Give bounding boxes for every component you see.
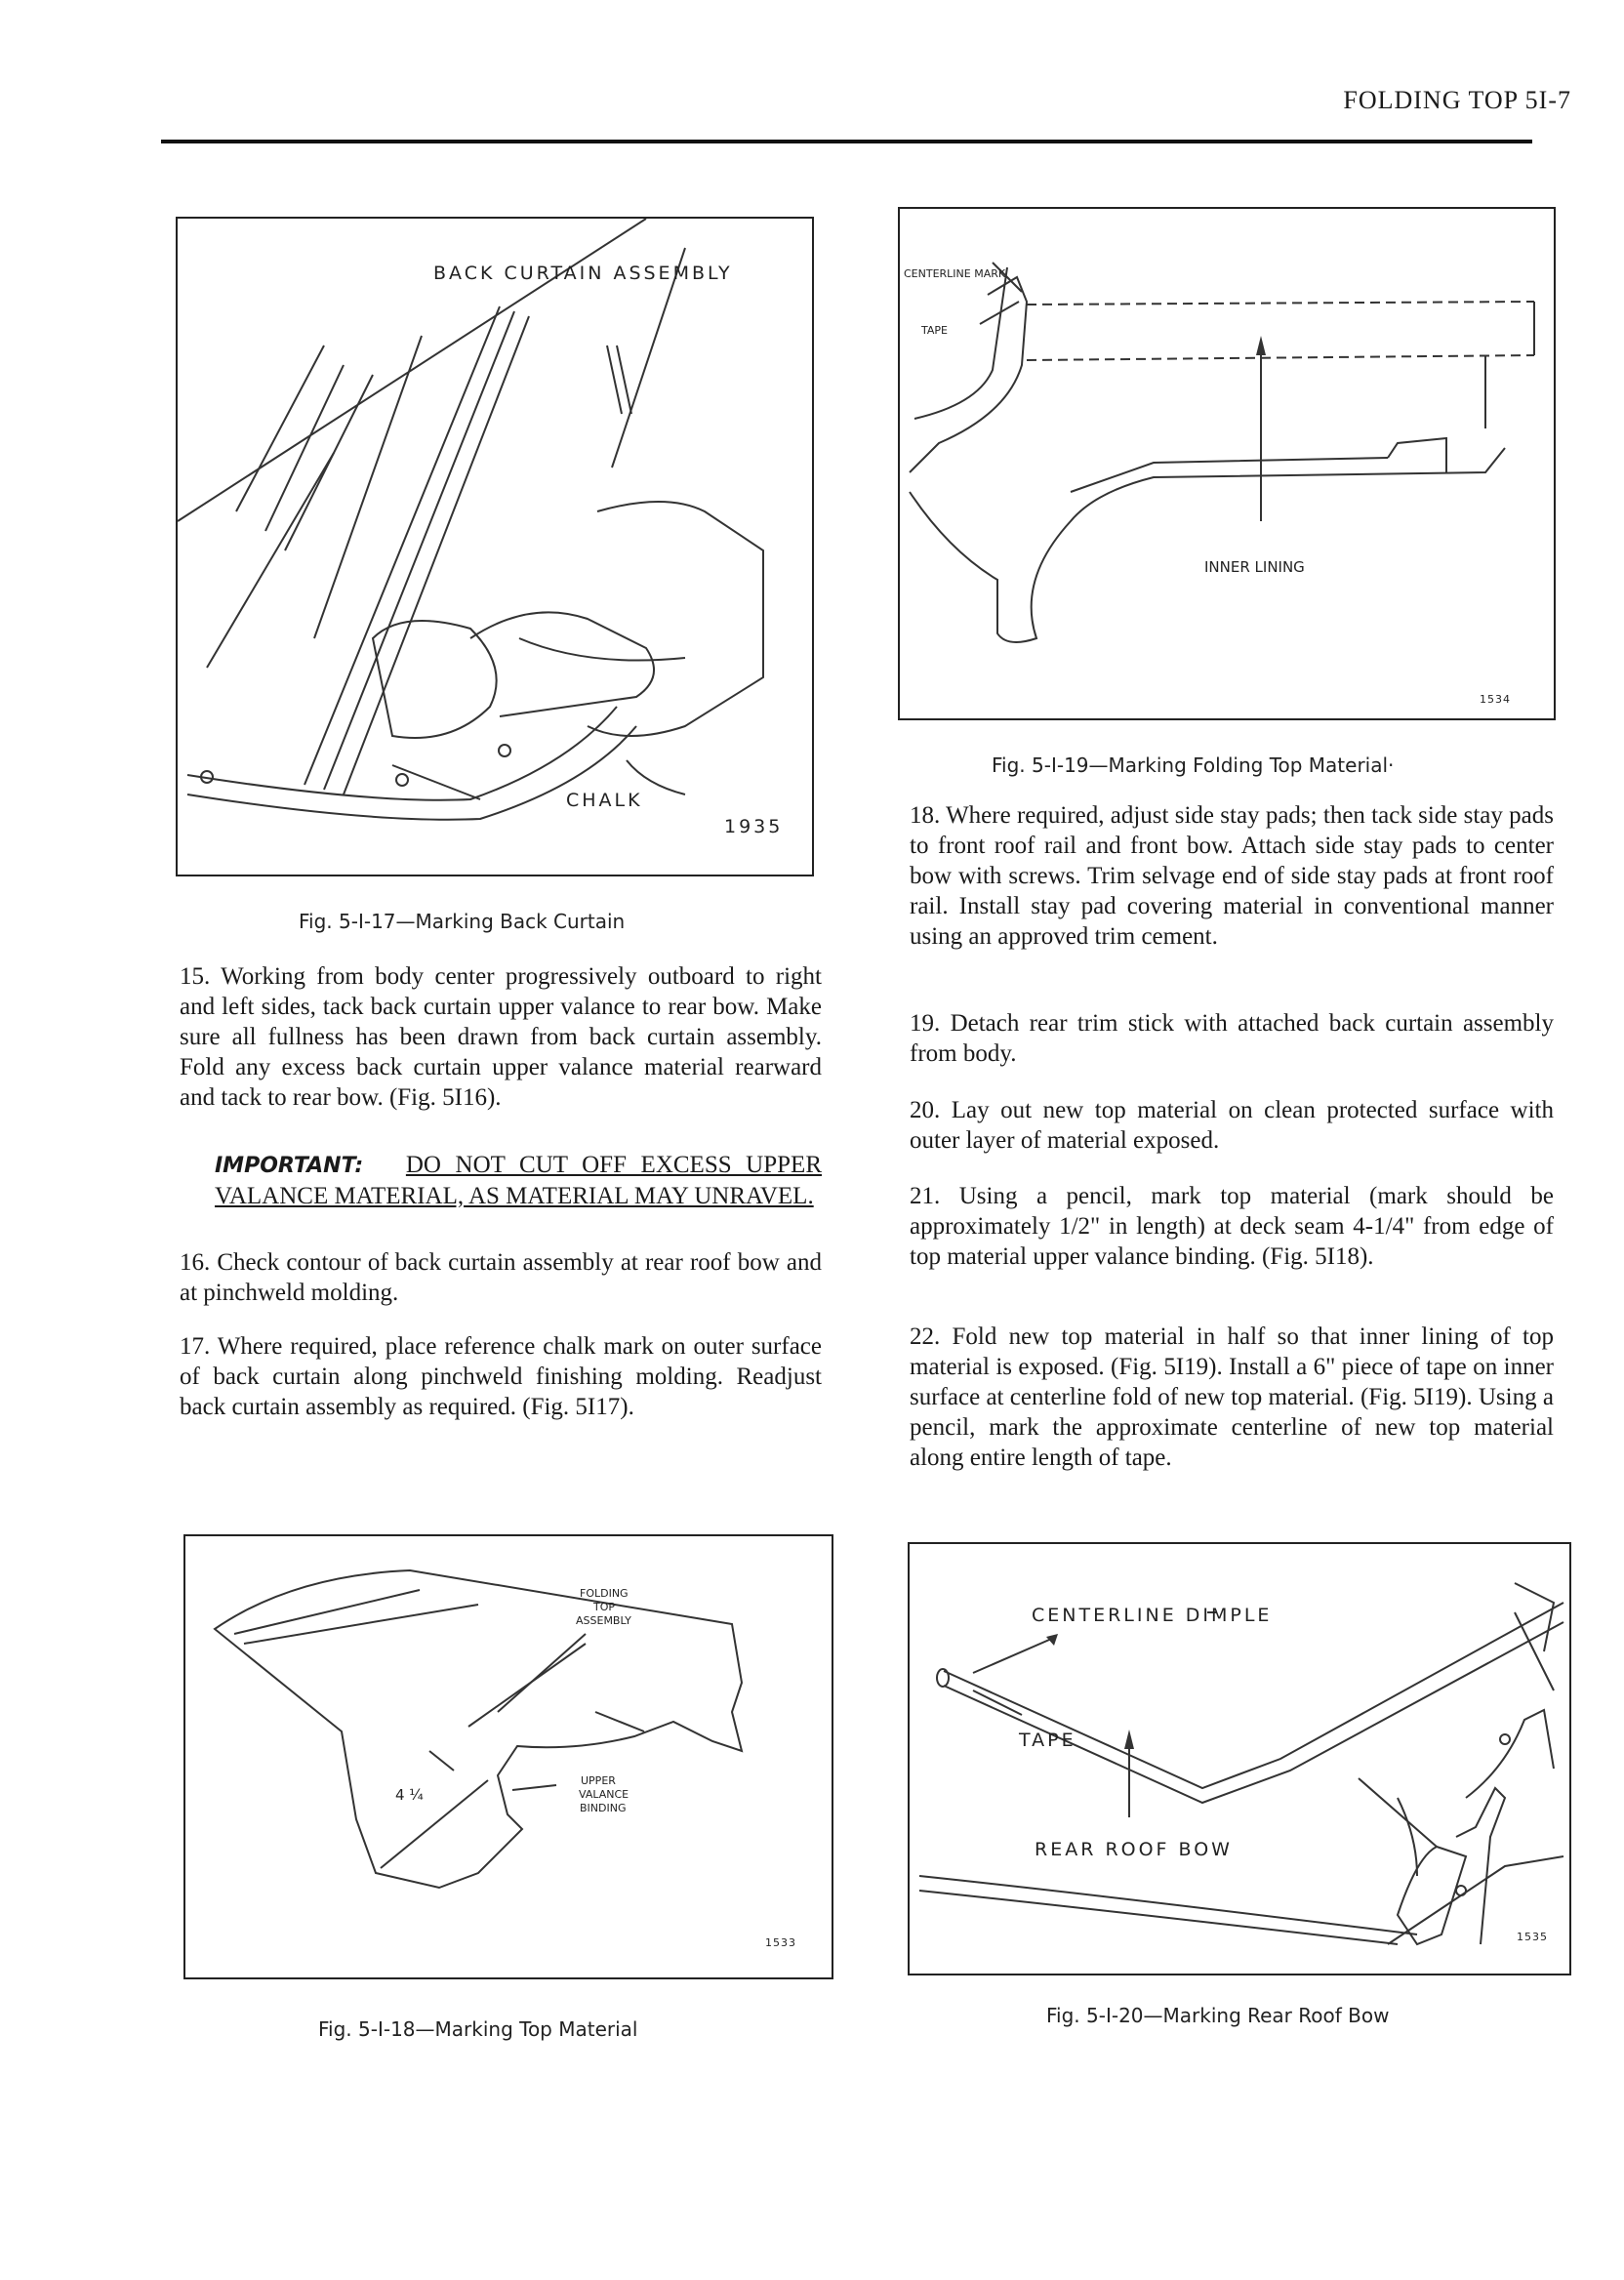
important-label: IMPORTANT:	[215, 1154, 364, 1178]
step-21-text: 21. Using a pencil, mark top material (mark should be approximately 1/2" in length) at deck seam 4-1/4" from edge of top material upper valance binding. (Fig. 5I18).	[910, 1183, 1554, 1270]
figure-top-material	[183, 1534, 833, 1979]
chalk-label: CHALK	[566, 790, 643, 811]
caption-fig-20: Fig. 5-I-20—Marking Rear Roof Bow	[1046, 2004, 1390, 2027]
back-curtain-illustration	[178, 219, 812, 875]
caption-fig-19: Fig. 5-I-19—Marking Folding Top Material·	[992, 753, 1395, 777]
measurement-label: 4 ¼	[395, 1786, 424, 1804]
folding-top-material-illustration	[900, 209, 1554, 718]
figure-number-1534: 1534	[1480, 693, 1511, 706]
folding-label: FOLDING	[580, 1587, 629, 1600]
tape-label: TAPE	[921, 324, 948, 337]
upper-label: UPPER	[581, 1774, 616, 1787]
rear-roof-bow-label: REAR ROOF BOW	[1035, 1839, 1233, 1860]
important-text: DO NOT CUT OFF EXCESS UPPER VALANCE MATERIAL, AS MATERIAL MAY UNRAVEL.	[215, 1152, 822, 1209]
step-16-text: 16. Check contour of back curtain assembly at rear roof bow and at pinchweld molding.	[180, 1249, 822, 1306]
assembly-label: ASSEMBLY	[576, 1614, 631, 1627]
binding-label: BINDING	[580, 1802, 627, 1814]
step-22-text: 22. Fold new top material in half so that inner lining of top material is exposed. (Fig. 5I19). Install a 6" piece of tape on inner surface at centerline fold of new top material. (Fig. 5I19). Using a pencil, mark the approximate centerline of new top material along entire length of tape.	[910, 1323, 1554, 1471]
valance-label: VALANCE	[579, 1788, 629, 1801]
figure-number-1533: 1533	[765, 1936, 796, 1949]
figure-rear-roof-bow	[908, 1542, 1571, 1975]
figure-folding-top-material	[898, 207, 1556, 720]
centerline-dimple-label: CENTERLINE DIMPLE	[1032, 1605, 1273, 1626]
figure-back-curtain	[176, 217, 814, 876]
caption-fig-17: Fig. 5-I-17—Marking Back Curtain	[299, 910, 626, 933]
back-curtain-assembly-label: BACK CURTAIN ASSEMBLY	[433, 263, 733, 284]
step-17-text: 17. Where required, place reference chalk mark on outer surface of back curtain along pinchweld finishing molding. Readjust back curtain assembly as required. (Fig. 5I17).	[180, 1333, 822, 1420]
caption-fig-18: Fig. 5-I-18—Marking Top Material	[318, 2017, 638, 2041]
header-rule	[161, 140, 1532, 143]
centerline-mark-label: CENTERLINE MARK	[904, 267, 1006, 280]
top-label: TOP	[593, 1601, 616, 1613]
page-header-title: FOLDING TOP 5I-7	[1343, 86, 1571, 114]
important-note	[215, 1150, 822, 1211]
figure-number-1935: 1935	[724, 816, 784, 837]
top-material-illustration	[185, 1536, 832, 1977]
step-19-text: 19. Detach rear trim stick with attached back curtain assembly from body.	[910, 1010, 1554, 1067]
step-20-text: 20. Lay out new top material on clean protected surface with outer layer of material exposed.	[910, 1097, 1554, 1154]
tape-label-fig20: TAPE	[1019, 1730, 1076, 1751]
step-15-text: 15. Working from body center progressively outboard to right and left sides, tack back curtain upper valance to rear bow. Make sure all fullness has been drawn from back curtain assembly. Fold any excess back curtain upper valance material rearward and tack to rear bow. (Fig. 5I16).	[180, 963, 822, 1111]
figure-number-1535: 1535	[1517, 1931, 1548, 1943]
step-18-text: 18. Where required, adjust side stay pads; then tack side stay pads to front roof rail and front bow. Attach side stay pads to center bow with screws. Trim selvage end of side stay pads at front roof rail. Install stay pad covering material in conventional manner using an approved trim cement.	[910, 802, 1554, 950]
inner-lining-label: INNER LINING	[1204, 558, 1305, 576]
